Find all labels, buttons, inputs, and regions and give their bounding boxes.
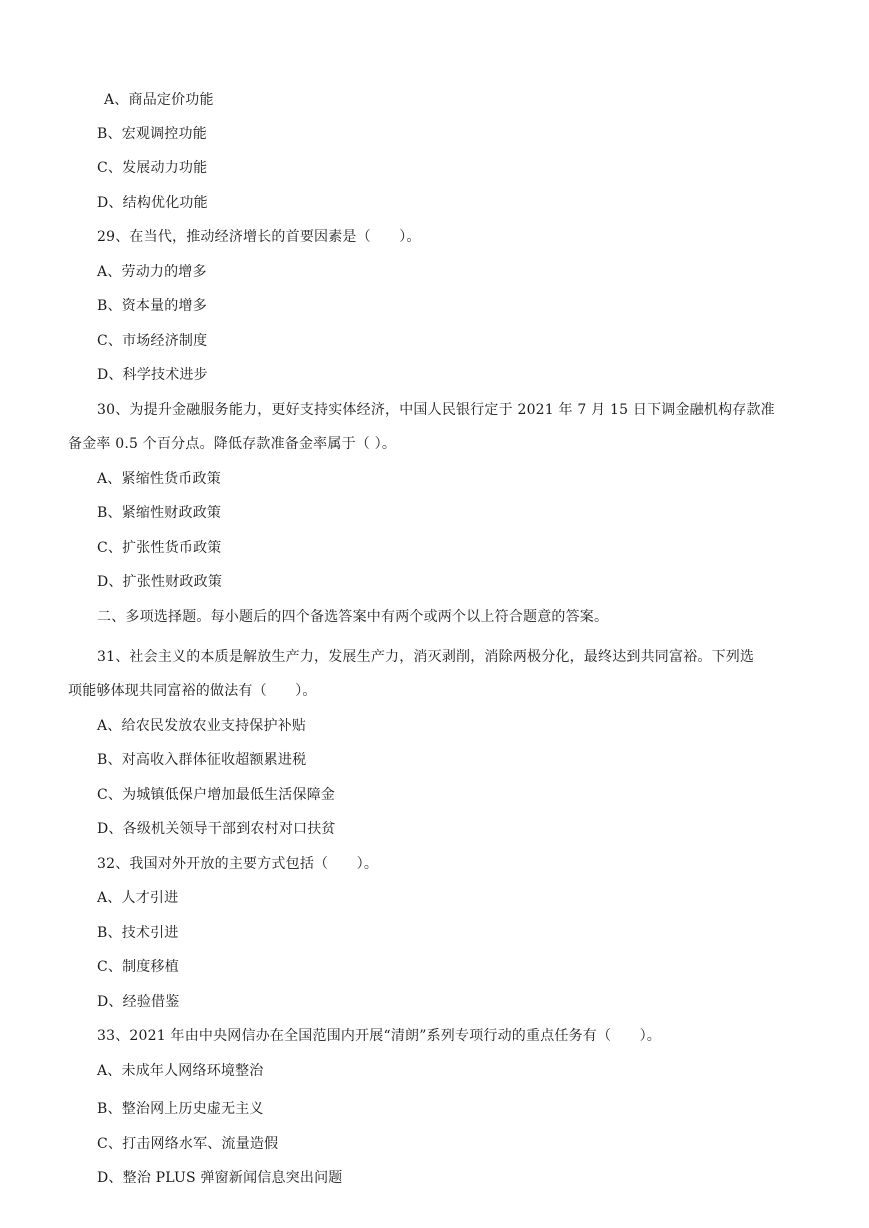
q28-option-c: C、发展动力功能	[97, 160, 208, 176]
q30-stem-line1: 30、为提升金融服务能力，更好支持实体经济，中国人民银行定于 2021 年 7 月 15 日下调金融机构存款准	[97, 402, 775, 418]
q30-option-d: D、扩张性财政政策	[97, 574, 223, 590]
q32-option-b: B、技术引进	[97, 925, 179, 941]
q31-stem-line2: 项能够体现共同富裕的做法有（ ）。	[68, 683, 317, 699]
q29-stem: 29、在当代，推动经济增长的首要因素是（ ）。	[97, 229, 421, 245]
q33-stem: 33、2021 年由中央网信办在全国范围内开展“清朗”系列专项行动的重点任务有（ ）。	[97, 1028, 662, 1044]
q30-stem-line2: 备金率 0.5 个百分点。降低存款准备金率属于（ ）。	[68, 436, 397, 452]
q29-option-c: C、市场经济制度	[97, 333, 208, 349]
q32-stem: 32、我国对外开放的主要方式包括（ ）。	[97, 856, 379, 872]
q29-option-b: B、资本量的增多	[97, 298, 207, 314]
q28-option-b: B、宏观调控功能	[97, 126, 207, 142]
q28-option-d: D、结构优化功能	[97, 195, 208, 211]
q30-option-a: A、紧缩性货币政策	[97, 471, 221, 487]
q33-option-b: B、整治网上历史虚无主义	[97, 1101, 264, 1117]
q33-option-a: A、未成年人网络环境整治	[97, 1063, 264, 1079]
q30-option-b: B、紧缩性财政政策	[97, 505, 222, 521]
q31-stem-line1: 31、社会主义的本质是解放生产力，发展生产力，消灭剥削，消除两极分化，最终达到共同富裕。下列选	[97, 649, 755, 665]
q33-option-d: D、整治 PLUS 弹窗新闻信息突出问题	[97, 1170, 343, 1186]
q32-option-c: C、制度移植	[97, 959, 179, 975]
q31-option-b: B、对高收入群体征收超额累进税	[97, 752, 307, 768]
q31-option-c: C、为城镇低保户增加最低生活保障金	[97, 787, 336, 803]
q31-option-a: A、给农民发放农业支持保护补贴	[97, 718, 307, 734]
section-2-heading: 二、多项选择题。每小题后的四个备选答案中有两个或两个以上符合题意的答案。	[97, 609, 609, 625]
q32-option-a: A、人才引进	[97, 890, 179, 906]
q32-option-d: D、经验借鉴	[97, 994, 180, 1010]
q31-option-d: D、各级机关领导干部到农村对口扶贫	[97, 821, 336, 837]
q28-option-a: A、商品定价功能	[104, 92, 214, 108]
q29-option-a: A、劳动力的增多	[97, 264, 207, 280]
q30-option-c: C、扩张性货币政策	[97, 540, 222, 556]
q29-option-d: D、科学技术进步	[97, 367, 208, 383]
q33-option-c: C、打击网络水军、流量造假	[97, 1136, 279, 1152]
